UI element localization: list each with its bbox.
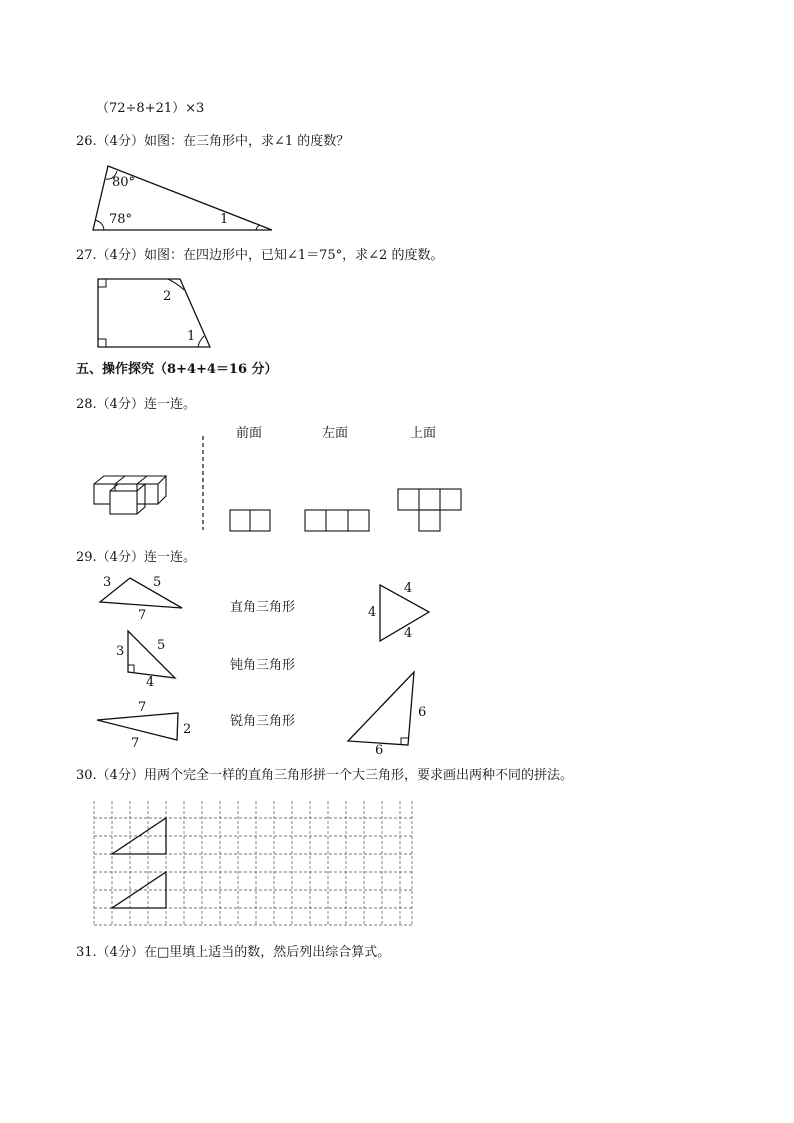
question-28-text: 28.（4分）连一连。 [76,397,196,412]
q29-tri3-side-a: 7 [138,700,147,715]
q26-angle-78-label: 78° [109,212,133,227]
q29-tri4-side-c: 4 [404,626,413,641]
q26-angle-80-label: 80° [112,175,136,190]
question-31-text: 31.（4分）在□里填上适当的数，然后列出综合算式。 [76,945,391,960]
question-27-text: 27.（4分）如图：在四边形中，已知∠1＝75°，求∠2 的度数。 [76,248,444,263]
expression-line: （72÷8+21）×3 [96,101,205,116]
q29-tri2-side-a: 3 [116,644,125,659]
q27-angle-1-label: 1 [187,329,196,344]
q29-tri1-side-a: 3 [103,575,112,590]
q28-view-left-label: 左面 [322,426,349,441]
question-26-text: 26.（4分）如图：在三角形中，求∠1 的度数？ [76,134,350,149]
q29-type-right-label: 直角三角形 [230,600,296,615]
q27-angle-2-label: 2 [163,289,172,304]
question-30-text: 30.（4分）用两个完全一样的直角三角形拼一个大三角形，要求画出两种不同的拼法。 [76,768,573,783]
q29-tri4-side-b: 4 [368,605,377,620]
section-5-title: 五、操作探究（8+4+4＝16 分） [76,362,278,377]
q29-type-obtuse-label: 钝角三角形 [230,658,296,673]
q29-tri5-side-a: 6 [418,705,427,720]
q29-tri4-side-a: 4 [404,581,413,596]
q28-view-top-label: 上面 [410,426,437,441]
q30-dashed-grid [94,801,412,925]
q29-tri1-side-b: 5 [153,575,162,590]
q29-tri2-side-c: 4 [146,675,155,690]
q29-tri3-side-c: 2 [183,722,192,737]
q29-tri5-side-b: 6 [375,743,384,758]
q29-tri1-side-c: 7 [138,608,147,623]
q28-view-front-label: 前面 [236,426,263,441]
q26-angle-1-label: 1 [220,212,229,227]
q29-tri2-side-b: 5 [157,638,166,653]
q29-type-acute-label: 锐角三角形 [230,714,296,729]
question-29-text: 29.（4分）连一连。 [76,550,196,565]
q29-tri3-side-b: 7 [131,736,140,751]
q30-grid-figure [0,0,794,1]
